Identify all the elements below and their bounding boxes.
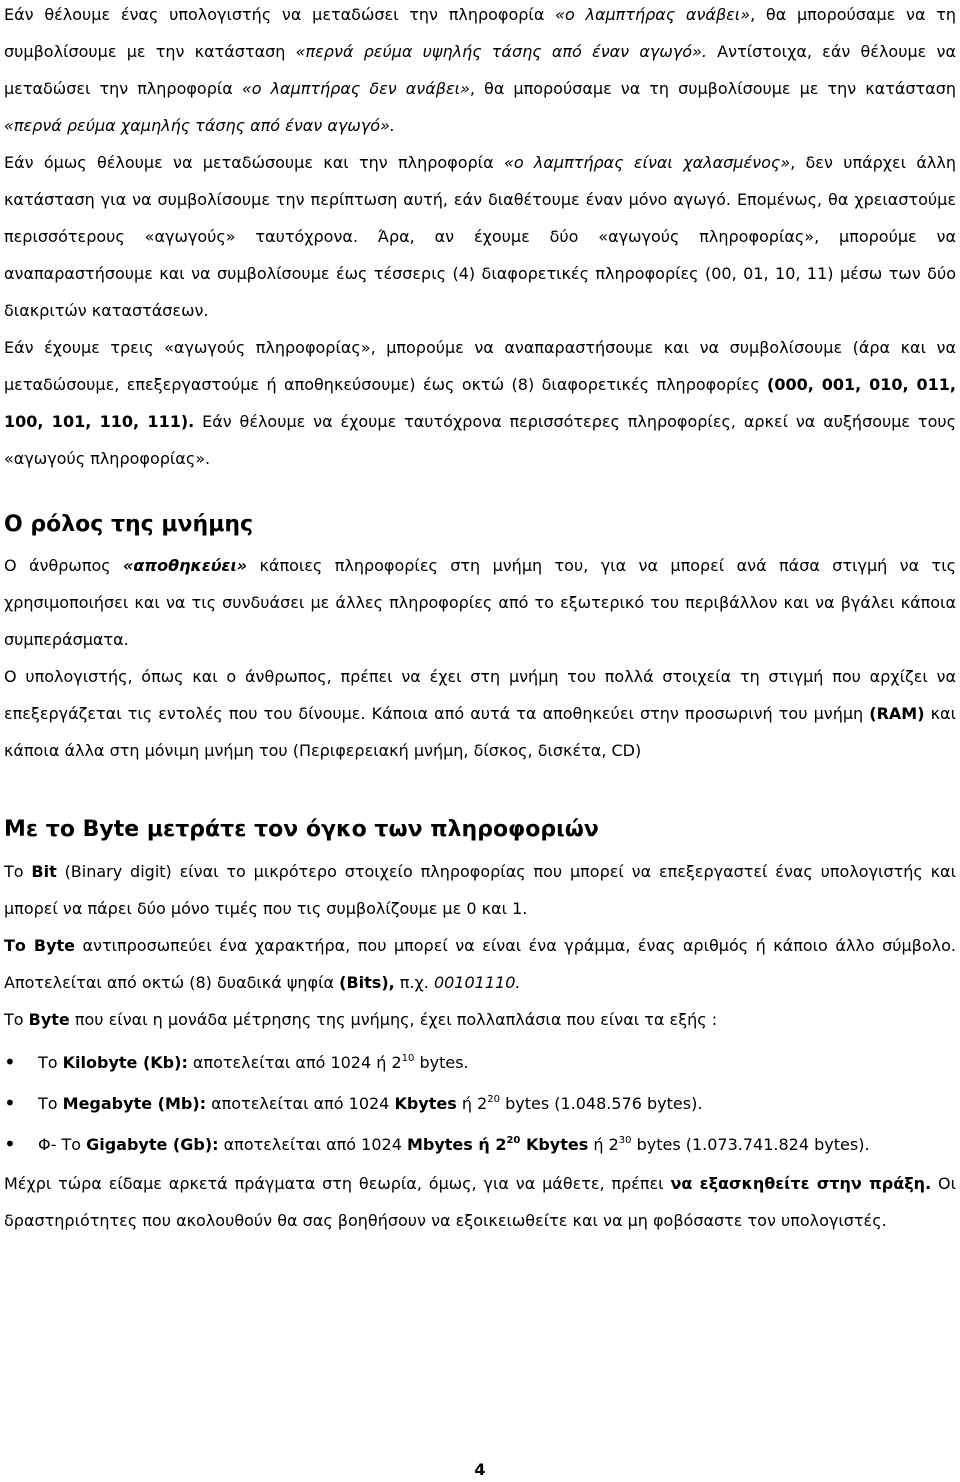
text-run: Οι δραστηριότητες που ακολουθούν θα σας βοηθήσουν να εξοικειωθείτε και να μη φοβόσαστε τον υπολογιστές. [4,1174,957,1230]
bold-run: Kbytes [394,1094,457,1113]
bold-run: Mbytes ή 2 [406,1135,507,1154]
intro-section [4,0,956,477]
list-item-megabyte [4,1083,956,1124]
text-run: αντιπροσωπεύει ένα χαρακτήρα, που μπορεί να είναι ένα γράμμα, ένας αριθμός ή κάποιο άλλο σύμβολο. Αποτελείται από οκτώ (8) δυαδικά ψηφία [4,936,956,992]
byte-paragraph-bit [4,853,956,927]
byte-paragraph-units [4,1001,956,1038]
text-run: , δεν υπάρχει άλλη κατάσταση για να συμβολίσουμε την περίπτωση αυτή, εάν διαθέτουμε έναν μόνο αγωγό. Επομένως, θα χρειαστούμε περισσότερους «αγωγούς» ταυτόχρονα. Άρα, αν έχουμε δύο «αγωγούς πληροφορίας», μπορούμε να αναπαραστήσουμε και να συμβολίσουμε έως τέσσερις (4) διαφορετικές πληροφορίες (00, 01, 10, 11) μέσω των δύο διακριτών καταστάσεων. [4,153,957,320]
intro-paragraph-2 [4,144,956,329]
superscript: 30 [618,1135,632,1146]
superscript: 10 [401,1053,415,1064]
bold-run: Kilobyte (Kb): [62,1053,188,1072]
text-run: αποτελείται από 1024 [206,1094,395,1113]
text-run: και κάποια άλλα στη μόνιμη μνήμη του (Περιφερειακή μνήμη, δίσκος, δισκέτα, CD) [4,704,957,760]
italic-run: «ο λαμπτήρας ανάβει» [555,5,751,24]
bold-run: (Bits), [339,973,395,992]
text-run: (Binary digit) είναι το μικρότερο στοιχείο πληροφορίας που μπορεί να επεξεργαστεί ένας υπολογιστής και μπορεί να πάρει δύο μόνο τιμές που τις συμβολίζουμε με 0 και 1. [4,862,957,918]
text-run: Εάν έχουμε τρεις «αγωγούς πληροφορίας», μπορούμε να αναπαραστήσουμε και να συμβολίσουμε (άρα και να μεταδώσουμε, επεξεργαστούμε ή αποθηκεύσουμε) έως οκτώ (8) διαφορετικές πληροφορίες [4,338,956,394]
text-run: Αντίστοιχα, εάν θέλουμε να μεταδώσει την πληροφορία [4,42,956,98]
italic-run: 00101110. [433,973,521,992]
italic-run: «ο λαμπτήρας είναι χαλασμένος» [503,153,791,172]
units-list [4,1042,956,1165]
text-run: π.χ. [394,973,434,992]
text-run: Το [4,1010,29,1029]
memory-paragraph-1 [4,547,956,658]
text-run: Εάν θέλουμε ένας υπολογιστής να μεταδώσει την πληροφορία [4,5,556,24]
intro-paragraph-1 [4,0,956,144]
byte-paragraph-closing [4,1165,956,1239]
italic-run: «περνά ρεύμα υψηλής τάσης από έναν αγωγό». [295,42,707,61]
list-item-gigabyte [4,1124,956,1165]
memory-section [4,547,956,769]
bold-run: Kbytes [520,1135,589,1154]
text-run: Το [38,1094,63,1113]
bold-run: Byte [28,1010,70,1029]
intro-paragraph-3 [4,329,956,477]
italic-run: «ο λαμπτήρας δεν ανάβει» [241,79,470,98]
text-run: Εάν θέλουμε να έχουμε ταυτόχρονα περισσότερες πληροφορίες, αρκεί να αυξήσουμε τους «αγωγούς πληροφορίας». [4,412,957,468]
italic-run: «περνά ρεύμα χαμηλής τάσης από έναν αγωγό». [4,116,395,135]
bold-run: Bit [31,862,57,881]
list-item-kilobyte [4,1042,956,1083]
text-run: , θα μπορούσαμε να τη συμβολίσουμε με την κατάσταση [4,5,957,61]
bold-italic-run: «αποθηκεύει» [123,556,248,575]
text-run: bytes (1.048.576 bytes). [499,1094,703,1113]
text-run: bytes. [414,1053,469,1072]
bold-run: να εξασκηθείτε στην πράξη. [670,1174,932,1193]
text-run: , θα μπορούσαμε να τη συμβολίσουμε με την κατάσταση [469,79,956,98]
text-run: Φ- Το [38,1135,87,1154]
superscript: 20 [506,1135,521,1146]
text-run: που είναι η μονάδα μέτρησης της μνήμης, έχει πολλαπλάσια που είναι τα εξής : [69,1010,718,1029]
bold-run: Megabyte (Mb): [62,1094,207,1113]
memory-paragraph-2 [4,658,956,769]
text-run: Εάν όμως θέλουμε να μεταδώσουμε και την πληροφορία [4,153,504,172]
text-run: ή 2 [588,1135,619,1154]
text-run: αποτελείται από 1024 ή 2 [187,1053,402,1072]
text-run: Το [38,1053,63,1072]
text-run: Το [4,862,32,881]
text-run: κάποιες πληροφορίες στη μνήμη του, για να μπορεί ανά πάσα στιγμή να τις χρησιμοποιήσει και να τις συνδυάσει με άλλες πληροφορίες από το εξωτερικό του περιβάλλον και να βγάλει κάποια συμπεράσματα. [4,556,956,649]
text-run: Μέχρι τώρα είδαμε αρκετά πράγματα στη θεωρία, όμως, για να μάθετε, πρέπει [4,1174,671,1193]
bold-run: (RAM) [869,704,925,723]
bold-run: (000, 001, 010, 011, 100, 101, 110, 111). [4,375,956,431]
section-heading-memory: Ο ρόλος της μνήμης [4,512,254,537]
superscript: 20 [487,1094,500,1105]
text-run: Ο υπολογιστής, όπως και ο άνθρωπος, πρέπει να έχει στη μνήμη του πολλά στοιχεία τη στιγμή που αρχίζει να επεξεργάζεται τις εντολές που του δίνουμε. Κάποια από αυτά τα αποθηκεύει στην προσωρινή του μνήμη [4,667,956,723]
text-run: bytes (1.073.741.824 bytes). [631,1135,870,1154]
byte-paragraph-byte [4,927,956,1001]
byte-section [4,853,956,1239]
text-run: Ο άνθρωπος [4,556,124,575]
section-heading-byte: Με το Byte μετράτε τον όγκο των πληροφοριών [4,817,599,842]
bold-run: Gigabyte (Gb): [86,1135,219,1154]
bold-run: Το Byte [4,936,75,955]
page-number: 4 [474,1460,486,1479]
text-run: ή 2 [456,1094,488,1113]
text-run: αποτελείται από 1024 [218,1135,407,1154]
